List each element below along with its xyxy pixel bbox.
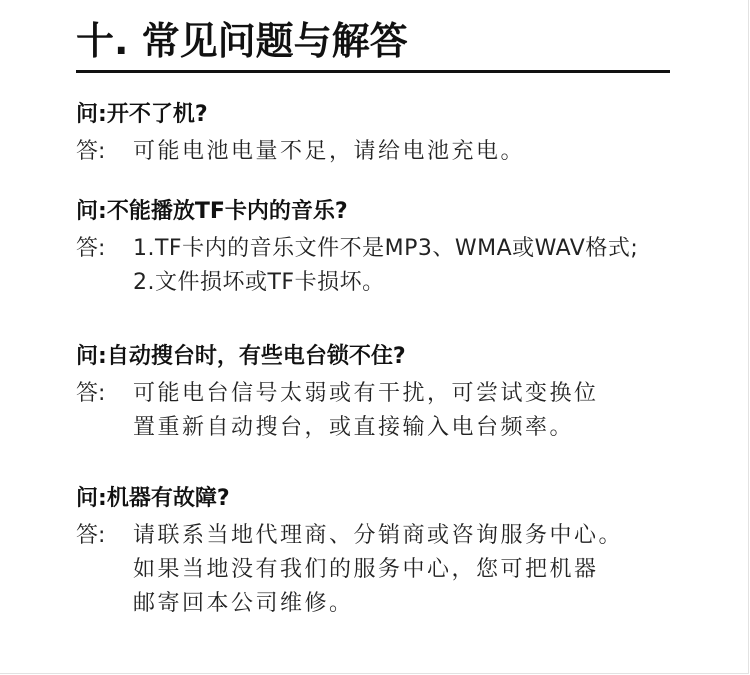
- question-text: 机器有故障?: [106, 486, 230, 511]
- answer-line: 如果当地没有我们的服务中心，您可把机器: [133, 557, 599, 582]
- question-text: 自动搜台时，有些电台锁不住?: [106, 344, 406, 369]
- qa-item-4: [76, 484, 716, 621]
- answer-line: 置重新自动搜台，或直接输入电台频率。: [133, 415, 575, 440]
- answer-1: [76, 135, 716, 169]
- answer-line: 1.TF卡内的音乐文件不是MP3、WMA或WAV格式;: [133, 236, 639, 261]
- question-label: 问:: [76, 102, 107, 127]
- question-label: 问:: [76, 199, 107, 224]
- question-text: 开不了机?: [106, 102, 208, 127]
- qa-item-2: [76, 197, 716, 300]
- qa-item-3: [76, 342, 716, 445]
- answer-label: 答:: [76, 523, 106, 548]
- answer-2: [76, 232, 716, 300]
- answer-line: 可能电池电量不足，请给电池充电。: [133, 139, 526, 164]
- answer-line: 邮寄回本公司维修。: [133, 591, 354, 616]
- answer-label: 答:: [76, 139, 106, 164]
- answer-line: 2.文件损坏或TF卡损坏。: [133, 270, 385, 295]
- question-label: 问:: [76, 486, 107, 511]
- question-text: 不能播放TF卡内的音乐?: [106, 199, 348, 224]
- answer-4: [76, 519, 716, 621]
- page-title: 十. 常见问题与解答: [76, 19, 408, 63]
- answer-line: 请联系当地代理商、分销商或咨询服务中心。: [133, 523, 624, 548]
- qa-item-1: [76, 100, 716, 169]
- title-divider: [76, 70, 670, 73]
- question-3: [76, 342, 716, 372]
- question-1: [76, 100, 716, 130]
- question-4: [76, 484, 716, 514]
- answer-label: 答:: [76, 381, 106, 406]
- question-2: [76, 197, 716, 227]
- answer-3: [76, 377, 716, 445]
- answer-line: 可能电台信号太弱或有干扰，可尝试变换位: [133, 381, 599, 406]
- answer-label: 答:: [76, 236, 106, 261]
- question-label: 问:: [76, 344, 107, 369]
